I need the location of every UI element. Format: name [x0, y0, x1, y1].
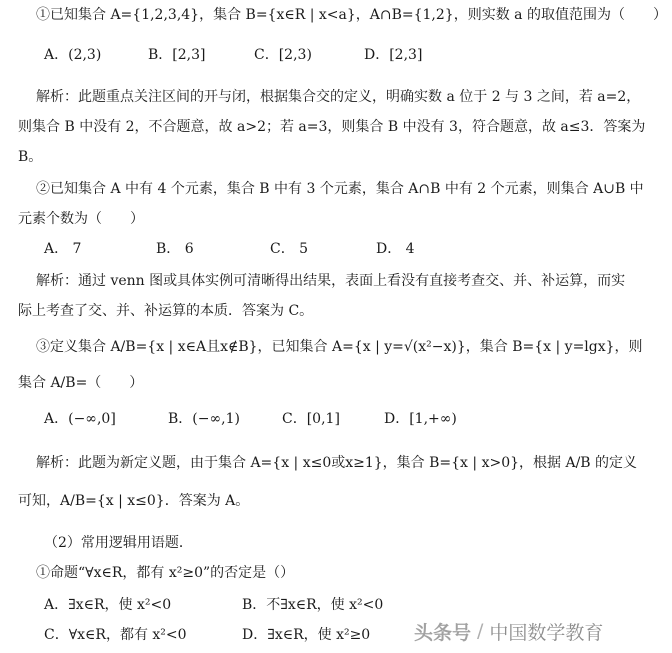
watermark-name: 中国数学教育	[489, 621, 604, 644]
watermark-logo: 头条号	[414, 621, 472, 644]
q4-option-d: D．∃x∈R，使 x²≥0	[242, 627, 371, 643]
q2-analysis-line-2: 际上考查了交、并、补运算的本质．答案为 C。	[18, 303, 314, 319]
q4-option-a: A．∃x∈R，使 x²<0	[44, 597, 172, 613]
q3-stem-line-1: ③定义集合 A/B={x | x∈A且x∉B}，已知集合 A={x | y=√(x²−x)}，集合 B={x | y=lgx}，则	[36, 339, 643, 355]
q4-options-row-2	[44, 624, 404, 646]
q2-option-b: B． 6	[156, 241, 194, 257]
q2-option-d: D． 4	[376, 241, 415, 257]
q4-options-row-1	[44, 594, 644, 616]
q1-option-b: B．[2,3]	[148, 47, 206, 63]
q2-stem-line-1: ②已知集合 A 中有 4 个元素，集合 B 中有 3 个元素，集合 A∩B 中有 2 个元素，则集合 A∪B 中	[36, 181, 644, 197]
q1-option-d: D．[2,3]	[364, 47, 423, 63]
q1-analysis-line-3: B。	[18, 149, 43, 165]
q3-option-d: D．[1,+∞)	[384, 411, 457, 427]
q2-option-a: A． 7	[44, 241, 82, 257]
q1-option-c: C．[2,3)	[254, 47, 312, 63]
q3-stem-line-2: 集合 A/B=（ ）	[18, 375, 144, 391]
section-heading: （2）常用逻辑用语题．	[44, 535, 193, 551]
q2-options	[44, 238, 644, 260]
q2-analysis-line-1: 解析：通过 venn 图或具体实例可清晰得出结果，表面上看没有直接考查交、并、补运算，而实	[36, 273, 626, 289]
q3-option-c: C．[0,1]	[282, 411, 340, 427]
q1-option-a: A．(2,3)	[44, 47, 102, 63]
q3-analysis-line-2: 可知，A/B={x | x≤0}．答案为 A。	[18, 493, 250, 509]
q1-options	[44, 44, 644, 66]
q3-options	[44, 408, 644, 430]
q4-option-b: B．不∃x∈R，使 x²<0	[242, 597, 384, 613]
q3-option-b: B．(−∞,1)	[168, 411, 240, 427]
q1-stem: ①已知集合 A={1,2,3,4}，集合 B={x∈R | x<a}，A∩B={1,2}，则实数 a 的取值范围为（ ）	[36, 7, 667, 23]
q3-analysis-line-1: 解析：此题为新定义题，由于集合 A={x | x≤0或x≥1}，集合 B={x | x>0}，根据 A/B 的定义	[36, 455, 638, 471]
q2-stem-line-2: 元素个数为（ ）	[18, 211, 144, 227]
q3-option-a: A．(−∞,0]	[44, 411, 116, 427]
q4-option-c: C．∀x∈R，都有 x²<0	[44, 627, 187, 643]
watermark-separator: /	[477, 620, 484, 642]
q4-stem: ①命题“∀x∈R，都有 x²≥0”的否定是（）	[36, 565, 295, 581]
watermark	[414, 617, 603, 645]
q2-option-c: C． 5	[270, 241, 309, 257]
q1-analysis-line-2: 则集合 B 中没有 2，不合题意，故 a>2；若 a=3，则集合 B 中没有 3，符合题意，故 a≤3．答案为	[18, 119, 646, 135]
q1-analysis-line-1: 解析：此题重点关注区间的开与闭，根据集合交的定义，明确实数 a 位于 2 与 3 之间，若 a=2，	[36, 89, 641, 105]
